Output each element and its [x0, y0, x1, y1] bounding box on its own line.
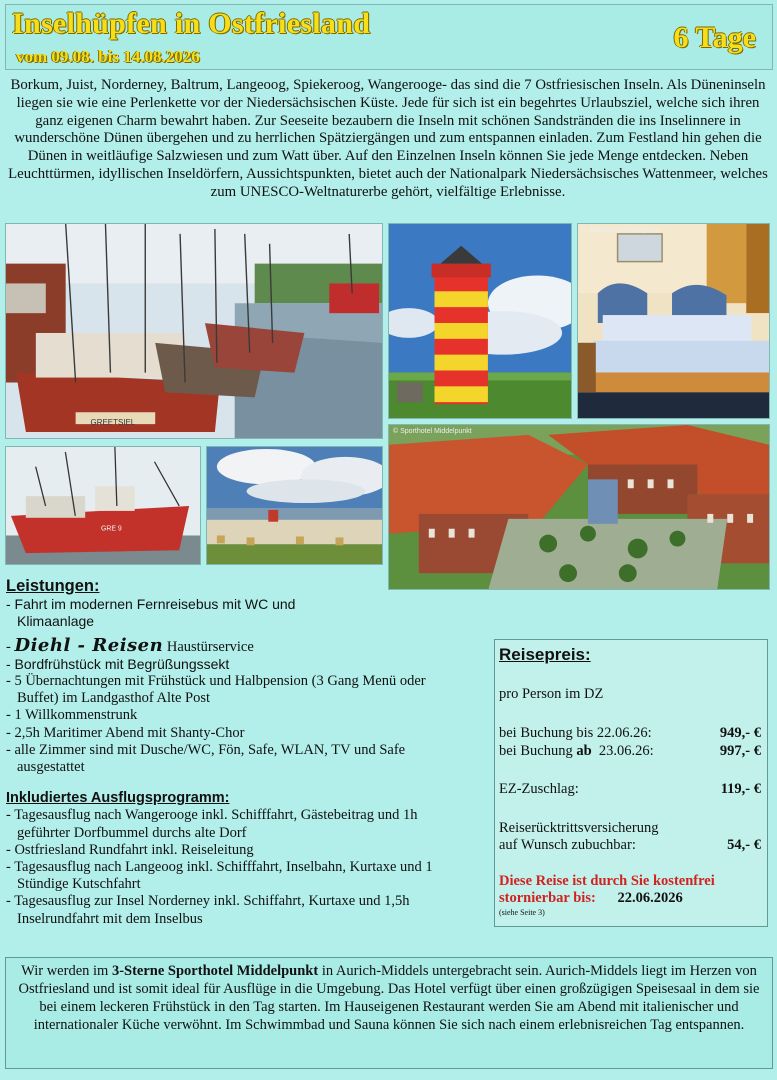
travel-dates: vom 09.08. bis 14.08.2026: [16, 47, 200, 66]
service-logo-prefix: -: [6, 638, 15, 655]
price-heading: Reisepreis:: [499, 645, 591, 664]
price-late-amount: 997,- €: [719, 742, 761, 759]
cancellation-note-2: stornierbar bis:: [499, 890, 596, 906]
photo-copyright-hotel: © Sporthotel Middelpunkt: [393, 428, 472, 435]
service-breakfast: - Bordfrühstück mit Begrüßungssekt: [6, 655, 230, 672]
header-banner: [5, 4, 773, 70]
price-early-label: bei Buchung bis 22.06.26:: [499, 725, 652, 741]
service-doorstep: [6, 634, 486, 656]
hotel-text-post: in Aurich-Middels untergebracht sein. Aurich-Middels liegt im Herzen von Ostfriesland und ist somit ideal für Ausflüge in die Umgebung. Das Hotel verfügt über einen großzügigen Speisesaal in dem sie bei einem leckeren Frühstück in den Tag starten. Im Hauseigenen Restaurant werden Sie am Abend mit italienischer und internationaler Küche verwöhnt. Im Schwimmbad und Sauna können Sie sich nach einem erlebnisreichen Tag entspannen.: [18, 963, 760, 1033]
cancellation-note-1: Diese Reise ist durch Sie kostenfrei: [499, 872, 715, 889]
price-per-person: pro Person im DZ: [499, 685, 604, 702]
price-row-early: [499, 725, 761, 743]
price-late-label-b: ab: [576, 742, 592, 759]
cancellation-date: 22.06.2026: [617, 890, 683, 906]
harbor-photo: [5, 223, 383, 439]
services-heading: Leistungen:: [6, 577, 100, 595]
insurance-amount: 54,- €: [727, 837, 761, 853]
photo-copyright: © Sporthotel Middelpunkt: [581, 227, 660, 234]
hotel-text-pre: Wir werden im: [21, 963, 112, 979]
service-item: - 1 Willkommenstrunk: [6, 707, 138, 724]
insurance-label-1: Reiserücktrittsversicherung: [499, 819, 659, 836]
service-logo-suffix: Haustürservice: [163, 638, 254, 655]
services-section: [6, 578, 486, 928]
program-heading: Inkludiertes Ausflugsprogramm:: [6, 790, 230, 807]
price-box: [494, 639, 768, 927]
insurance-label-2: auf Wunsch zubuchbar:: [499, 837, 636, 853]
single-supplement-amount: 119,- €: [720, 781, 761, 797]
single-supplement-label: EZ-Zuschlag:: [499, 781, 579, 797]
boat-registration: GRE 9: [101, 525, 122, 533]
service-item: - 5 Übernachtungen mit Frühstück und Halbpension (3 Gang Menü oder Buffet) im Landgasthof Alte Post: [6, 673, 426, 707]
program-item: - Ostfriesland Rundfahrt inkl. Reiseleitung: [6, 841, 254, 858]
service-item: - 2,5h Maritimer Abend mit Shanty-Chor: [6, 724, 245, 741]
boat-name-label: GREETSIEL: [90, 418, 136, 428]
price-row-single: [499, 781, 761, 799]
fishing-boat-photo: [5, 446, 201, 565]
price-late-label-a: bei Buchung: [499, 742, 577, 759]
hotel-name: 3-Sterne Sporthotel Middelpunkt: [111, 963, 319, 979]
program-item: - Tagesausflug nach Langeoog inkl. Schifffahrt, Inselbahn, Kurtaxe und 1 Stündige Kutschfahrt: [6, 859, 433, 893]
beach-photo: [206, 446, 383, 565]
service-item: - alle Zimmer sind mit Dusche/WC, Fön, Safe, WLAN, TV und Safe ausgestattet: [6, 741, 406, 776]
trip-duration: 6 Tage: [673, 21, 756, 54]
program-item: - Tagesausflug nach Wangerooge inkl. Schifffahrt, Gästebeitrag und 1h geführter Dorfbummel durchs alte Dorf: [6, 807, 418, 841]
diehl-reisen-logo: Diehl - Reisen: [14, 634, 164, 656]
price-late-label: [499, 743, 654, 761]
page-title: Inselhüpfen in Ostfriesland: [12, 7, 371, 40]
price-late-label-c: 23.06.26:: [591, 742, 654, 759]
service-bus: - Fahrt im modernen Fernreisebus mit WC und Klimaanlage: [6, 596, 296, 630]
hotel-aerial-photo: [388, 424, 770, 590]
cancellation-row: [499, 890, 761, 908]
lighthouse-photo: [388, 223, 572, 419]
price-row-insurance: [499, 837, 761, 855]
hotel-description: [5, 957, 773, 1069]
program-item: - Tagesausflug zur Insel Norderney inkl. Schiffahrt, Kurtaxe und 1,5h Inselrundfahrt mit dem Inselbus: [6, 893, 410, 927]
price-early-amount: 949,- €: [719, 725, 761, 741]
price-row-late: [499, 743, 761, 761]
hotel-room-photo: [577, 223, 770, 419]
price-footnote: (siehe Seite 3): [499, 907, 545, 917]
intro-text: Borkum, Juist, Norderney, Baltrum, Langeoog, Spiekeroog, Wangerooge- das sind die 7 Ostfriesischen Inseln. Als Düneninseln liegen sie wie eine Perlenkette vor der Niedersächsischen Küste. Jede für sich ist ein begehrtes Urlaubsziel, welche sich ihren ganz eigenen Charm bewahrt haben. Zur Seeseite bezaubern die Inseln mit schönen Sandstränden die ins Inselinnere in wunderschöne Dünen übergehen und zu herrlichen Spätziergängen und zum entspannen einladen. Zum Festland hin gehen die Dünen in weitläufige Salzwiesen und zum Watt über. Auf den Einzelnen Inseln können Sie jede Menge entdecken. Neben Leuchttürmen, idyllischen Inseldörfern, Aussichtspunkten, bietet auch der Nationalpark Niedersächsisches Wattenmeer, welches zum UNESCO-Weltnaturerbe gehört, vielfältige Erlebnisse.: [8, 77, 768, 200]
